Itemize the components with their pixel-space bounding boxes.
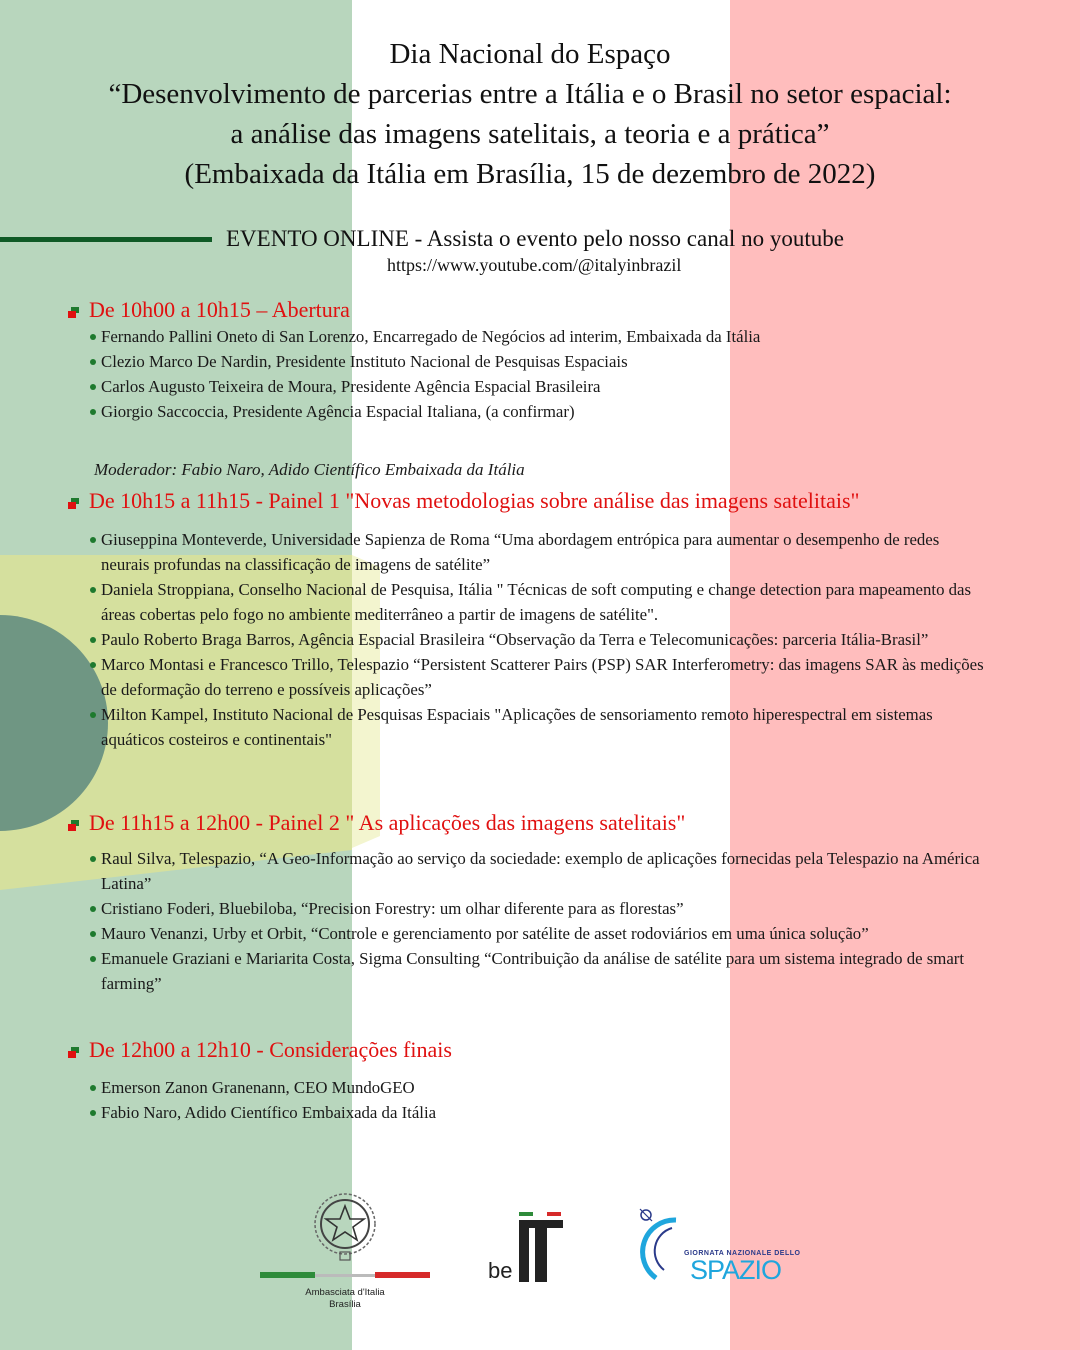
list-item: Emerson Zanon Granenann, CEO MundoGEO bbox=[88, 1075, 988, 1100]
list-item: Giuseppina Monteverde, Universidade Sapienza de Roma “Uma abordagem entrópica para aumentar o desempenho de redes neurais profundas na classificação de imagens de satélite” bbox=[88, 527, 988, 577]
bullet-square-icon bbox=[68, 1047, 81, 1058]
moderator-note: Moderador: Fabio Naro, Adido Científico Embaixada da Itália bbox=[94, 460, 525, 479]
bullet-square-icon bbox=[68, 307, 81, 318]
session-heading-painel-2 bbox=[68, 810, 685, 836]
list-item: Fabio Naro, Adido Científico Embaixada da Itália bbox=[88, 1100, 988, 1125]
italian-emblem-icon bbox=[310, 1188, 380, 1264]
list-item: Milton Kampel, Instituto Nacional de Pesquisas Espaciais "Aplicações de sensoriamento remoto hiperespectral em sistemas aquáticos costeiros e continentais" bbox=[88, 702, 988, 752]
list-item: Carlos Augusto Teixeira de Moura, Presidente Agência Espacial Brasileira bbox=[88, 374, 988, 399]
list-item: Paulo Roberto Braga Barros, Agência Espacial Brasileira “Observação da Terra e Telecomunicações: parceria Itália-Brasil” bbox=[88, 627, 988, 652]
speaker-list-abertura bbox=[88, 324, 988, 424]
session-heading-text: De 12h00 a 12h10 - Considerações finais bbox=[89, 1037, 452, 1062]
session-heading-abertura bbox=[68, 297, 350, 323]
list-item: Emanuele Graziani e Mariarita Costa, Sigma Consulting “Contribuição da análise de satélite para um sistema integrado de smart farming” bbox=[88, 946, 988, 996]
be-it-logo-text: be bbox=[488, 1258, 513, 1283]
title-line-1: Dia Nacional do Espaço bbox=[389, 38, 671, 70]
spazio-logo-title: SPAZIO bbox=[690, 1255, 782, 1285]
bullet-square-icon bbox=[68, 498, 81, 509]
spazio-logo-subtitle: GIORNATA NAZIONALE DELLO bbox=[684, 1250, 801, 1257]
embassy-flag-stripe bbox=[260, 1272, 430, 1280]
embassy-name: Ambasciata d'Italia bbox=[305, 1287, 385, 1298]
list-item: Daniela Stroppiana, Conselho Nacional de Pesquisa, Itália " Técnicas de soft computing e change detection para mapeamento das áreas cobertas pelo fogo no ambiente mediterrâneo a partir de imagens de satélite". bbox=[88, 577, 988, 627]
list-item: Giorgio Saccoccia, Presidente Agência Espacial Italiana, (a confirmar) bbox=[88, 399, 988, 424]
embassy-city: Brasília bbox=[329, 1299, 361, 1310]
be-it-logo-icon bbox=[515, 1208, 567, 1284]
list-item: Fernando Pallini Oneto di San Lorenzo, Encarregado de Negócios ad interim, Embaixada da Itália bbox=[88, 324, 988, 349]
online-event-label: EVENTO ONLINE - Assista o evento pelo nosso canal no youtube bbox=[226, 226, 844, 251]
session-heading-painel-1 bbox=[68, 488, 859, 514]
list-item: Raul Silva, Telespazio, “A Geo-Informação ao serviço da sociedade: exemplo de aplicações fornecidas pela Telespazio na América Latina” bbox=[88, 846, 988, 896]
title-line-2: “Desenvolvimento de parcerias entre a Itália e o Brasil no setor espacial: bbox=[108, 78, 952, 110]
youtube-link[interactable]: https://www.youtube.com/@italyinbrazil bbox=[387, 255, 682, 275]
bullet-square-icon bbox=[68, 820, 81, 831]
session-heading-text: De 11h15 a 12h00 - Painel 2 " As aplicações das imagens satelitais" bbox=[89, 810, 686, 835]
session-heading-consideracoes bbox=[68, 1037, 452, 1063]
list-item: Clezio Marco De Nardin, Presidente Instituto Nacional de Pesquisas Espaciais bbox=[88, 349, 988, 374]
session-heading-text: De 10h00 a 10h15 – Abertura bbox=[89, 297, 350, 322]
page-title bbox=[100, 34, 960, 194]
title-line-3: a análise das imagens satelitais, a teoria e a prática” bbox=[230, 118, 830, 150]
list-item: Marco Montasi e Francesco Trillo, Telespazio “Persistent Scatterer Pairs (PSP) SAR Interferometry: das imagens SAR às medições de deformação do terreno e possíveis aplicações” bbox=[88, 652, 988, 702]
speaker-list-painel-1 bbox=[88, 527, 988, 752]
session-heading-text: De 10h15 a 11h15 - Painel 1 "Novas metodologias sobre análise das imagens satelitais" bbox=[89, 488, 860, 513]
title-line-4: (Embaixada da Itália em Brasília, 15 de dezembro de 2022) bbox=[184, 158, 876, 190]
list-item: Mauro Venanzi, Urby et Orbit, “Controle e gerenciamento por satélite de asset rodoviários em uma única solução” bbox=[88, 921, 988, 946]
speaker-list-painel-2 bbox=[88, 846, 988, 996]
list-item: Cristiano Foderi, Bluebiloba, “Precision Forestry: um olhar diferente para as florestas” bbox=[88, 896, 988, 921]
embassy-logo-text bbox=[260, 1287, 430, 1311]
speaker-list-consideracoes bbox=[88, 1075, 988, 1125]
online-divider-bar bbox=[0, 237, 212, 242]
